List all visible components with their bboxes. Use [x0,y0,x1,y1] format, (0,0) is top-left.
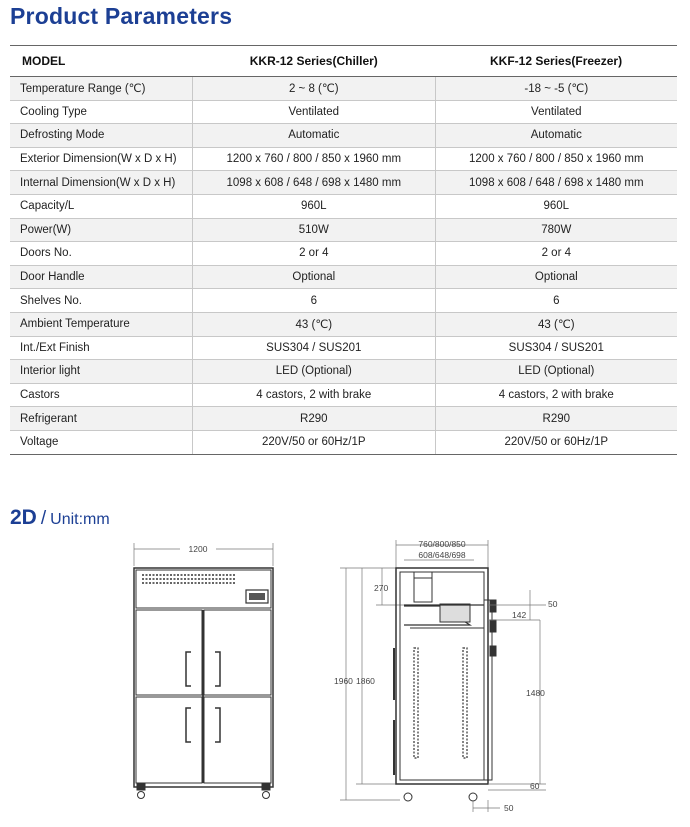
chiller-value: SUS304 / SUS201 [193,336,436,360]
parameter-label: Ambient Temperature [10,312,193,336]
section-separator: / [40,508,47,529]
parameter-label: Power(W) [10,218,193,242]
section-unit-label: Unit:mm [50,511,110,528]
parameter-label: Capacity/L [10,194,193,218]
parameter-label: Door Handle [10,265,193,289]
bottom-offset-label: 50 [504,803,514,813]
parameter-label: Castors [10,383,193,407]
freezer-value: Optional [435,265,677,289]
chiller-value: 1098 x 608 / 648 / 698 x 1480 mm [193,171,436,195]
parameter-label: Int./Ext Finish [10,336,193,360]
freezer-value: SUS304 / SUS201 [435,336,677,360]
parameter-label: Cooling Type [10,100,193,124]
chiller-value: 4 castors, 2 with brake [193,383,436,407]
chiller-value: 43 (℃) [193,312,436,336]
freezer-value: LED (Optional) [435,360,677,384]
chiller-value: 960L [193,194,436,218]
bottom-height-label: 60 [530,781,540,791]
parameter-label: Voltage [10,430,193,454]
freezer-value: R290 [435,407,677,431]
header-model: MODEL [10,46,193,77]
parameter-label: Defrosting Mode [10,124,193,148]
chiller-value: R290 [193,407,436,431]
chiller-value: Ventilated [193,100,436,124]
freezer-value: 960L [435,194,677,218]
total-height-label: 1960 [334,676,353,686]
freezer-value: 4 castors, 2 with brake [435,383,677,407]
side-depth-inner-label: 608/648/698 [418,550,466,560]
parameter-label: Exterior Dimension(W x D x H) [10,147,193,171]
chiller-value: Optional [193,265,436,289]
parameter-label: Interior light [10,360,193,384]
freezer-value: 220V/50 or 60Hz/1P [435,430,677,454]
freezer-value: Ventilated [435,100,677,124]
chiller-value: LED (Optional) [193,360,436,384]
front-width-label: 1200 [188,544,208,554]
parameter-label: Refrigerant [10,407,193,431]
internal-height-label: 1480 [526,688,545,698]
freezer-value: 2 or 4 [435,242,677,266]
shelf-gap-label: 142 [512,610,527,620]
parameter-label: Shelves No. [10,289,193,313]
page-title: Product Parameters [10,3,233,29]
chiller-value: 510W [193,218,436,242]
chiller-value: Automatic [193,124,436,148]
header-chiller: KKR-12 Series(Chiller) [193,46,436,77]
side-depth-outer-label: 760/800/850 [418,539,466,549]
freezer-value: 1200 x 760 / 800 / 850 x 1960 mm [435,147,677,171]
header-freezer: KKF-12 Series(Freezer) [435,46,677,77]
chiller-value: 2 or 4 [193,242,436,266]
front-view-drawing [134,543,273,799]
parameter-label: Temperature Range (℃) [10,77,193,101]
freezer-value: 43 (℃) [435,312,677,336]
freezer-value: 6 [435,289,677,313]
parameter-label: Internal Dimension(W x D x H) [10,171,193,195]
body-height-label: 1860 [356,676,375,686]
section-2d-title: 2D [10,506,37,529]
parameter-label: Doors No. [10,242,193,266]
chiller-value: 220V/50 or 60Hz/1P [193,430,436,454]
freezer-value: 780W [435,218,677,242]
top-offset-label: 50 [548,599,558,609]
top-unit-height-label: 270 [374,583,389,593]
chiller-value: 1200 x 760 / 800 / 850 x 1960 mm [193,147,436,171]
freezer-value: 1098 x 608 / 648 / 698 x 1480 mm [435,171,677,195]
chiller-value: 2 ~ 8 (℃) [193,77,436,101]
freezer-value: -18 ~ -5 (℃) [435,77,677,101]
freezer-value: Automatic [435,124,677,148]
chiller-value: 6 [193,289,436,313]
